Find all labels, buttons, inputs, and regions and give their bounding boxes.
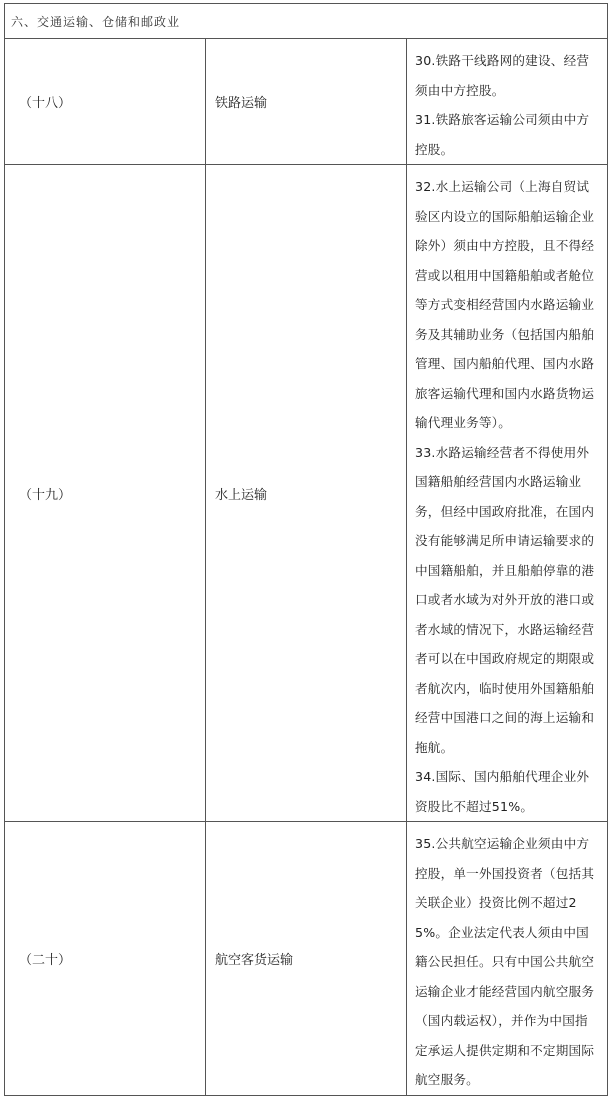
row-category: 铁路运输 — [206, 39, 407, 165]
row-number: （十八） — [5, 39, 206, 165]
clause: 30.铁路干线路网的建设、经营须由中方控股。 — [415, 53, 590, 98]
row-category: 水上运输 — [206, 165, 407, 822]
clause: 35.公共航空运输企业须由中方控股，单一外国投资者（包括其关联企业）投资比例不超过25%。企业法定代表人须由中国籍公民担任。只有中国公共航空运输企业才能经营国内航空服务（国内载运权），并作为中国指定承运人提供定期和不定期国际航空服务。 — [415, 836, 595, 1087]
row-category: 航空客货运输 — [206, 822, 407, 1096]
table-row — [5, 822, 608, 1096]
row-number: （十九） — [5, 165, 206, 822]
table-row — [5, 165, 608, 822]
row-clauses — [407, 39, 608, 165]
clause: 32.水上运输公司（上海自贸试验区内设立的国际船舶运输企业除外）须由中方控股，且不得经营或以租用中国籍船舶或者舱位等方式变相经营国内水路运输业务及其辅助业务（包括国内船舶管理、国内船舶代理、国内水路旅客运输代理和国内水路货物运输代理业务等）。 — [415, 179, 595, 430]
row-clauses — [407, 165, 608, 822]
table-row — [5, 39, 608, 165]
section-header-row — [5, 4, 608, 39]
clause: 33.水路运输经营者不得使用外国籍船舶经营国内水路运输业务，但经中国政府批准，在国内没有能够满足所申请运输要求的中国籍船舶，并且船舶停靠的港口或者水域为对外开放的港口或者水域的情况下，水路运输经营者可以在中国政府规定的期限或者航次内，临时使用外国籍船舶经营中国港口之间的海上运输和拖航。 — [415, 444, 595, 755]
clause: 31.铁路旅客运输公司须由中方控股。 — [415, 112, 590, 157]
negative-list-table — [4, 3, 608, 1096]
row-number: （二十） — [5, 822, 206, 1096]
clause: 34.国际、国内船舶代理企业外资股比不超过51%。 — [415, 769, 590, 814]
row-clauses — [407, 822, 608, 1096]
section-title: 六、交通运输、仓储和邮政业 — [5, 4, 608, 39]
